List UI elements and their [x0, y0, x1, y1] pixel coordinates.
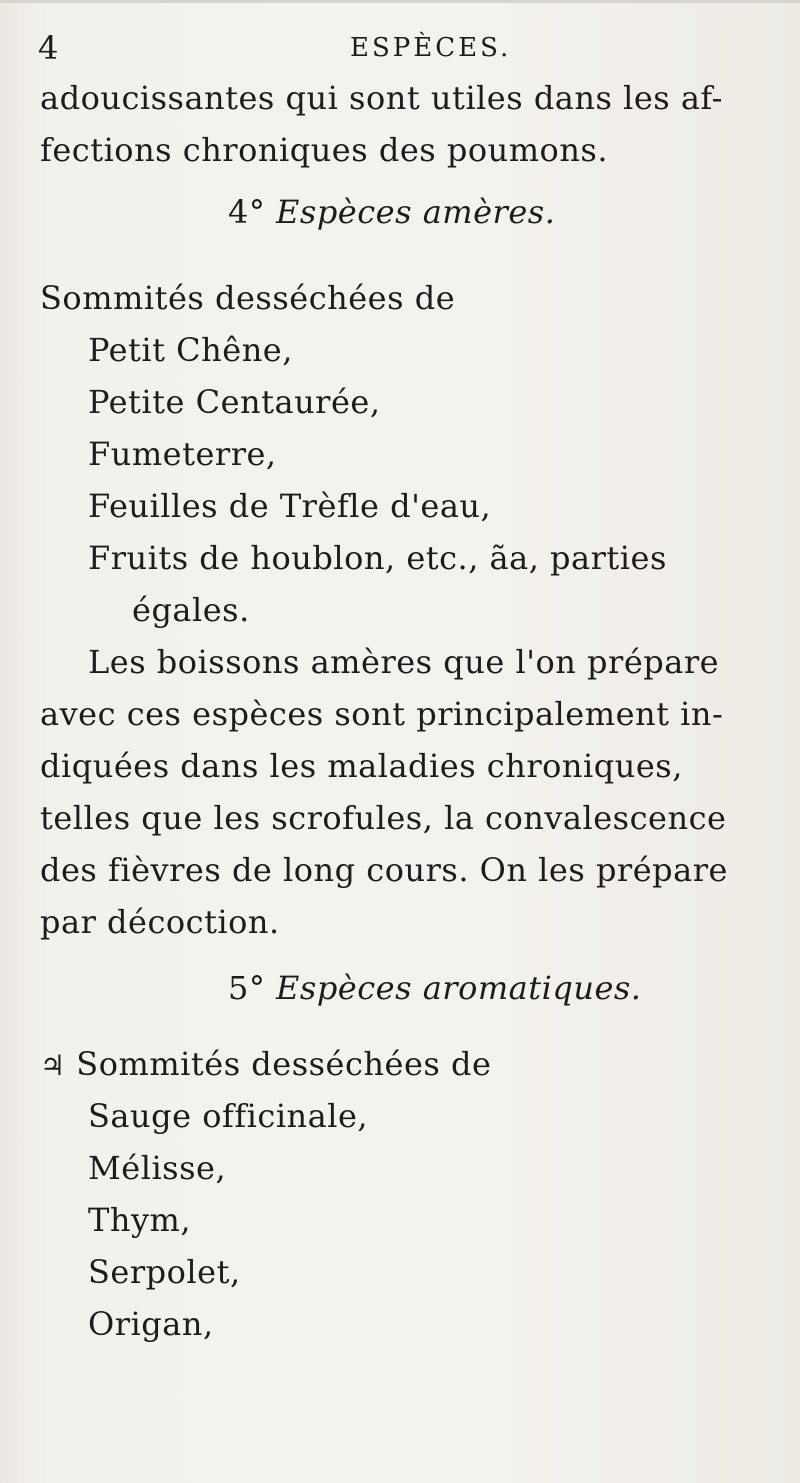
text-line: telles que les scrofules, la convalescence	[40, 799, 727, 837]
list-item: Fumeterre,	[88, 435, 277, 473]
list-item: Origan,	[88, 1305, 214, 1343]
list-item: Serpolet,	[88, 1253, 241, 1291]
section-heading	[228, 968, 641, 1008]
page-top-edge	[0, 0, 800, 3]
list-item: Mélisse,	[88, 1149, 227, 1187]
section-number: 5°	[228, 969, 266, 1007]
list-item: Sauge officinale,	[88, 1097, 369, 1135]
list-item: Thym,	[88, 1201, 192, 1239]
section-number: 4°	[228, 193, 266, 231]
recipe-symbol: ♃	[40, 1049, 66, 1082]
text-line: fections chroniques des poumons.	[40, 131, 609, 169]
list-intro-text: Sommités desséchées de	[76, 1045, 492, 1083]
text-line: avec ces espèces sont principalement in-	[40, 695, 724, 733]
list-item: Petit Chêne,	[88, 331, 293, 369]
section-title: Espèces aromatiques.	[276, 969, 642, 1007]
text-line: par décoction.	[40, 903, 280, 941]
text-line: adoucissantes qui sont utiles dans les af-	[40, 79, 723, 117]
list-item: Petite Centaurée,	[88, 383, 381, 421]
list-item: Feuilles de Trèfle d'eau,	[88, 487, 492, 525]
list-item: Fruits de houblon, etc., ãa, parties	[88, 539, 667, 577]
list-intro	[40, 1044, 491, 1086]
section-heading	[228, 192, 555, 232]
running-head: ESPÈCES.	[350, 33, 512, 63]
page-number: 4	[38, 29, 59, 67]
text-line: diquées dans les maladies chroniques,	[40, 747, 683, 785]
list-item: égales.	[132, 591, 250, 629]
section-title: Espèces amères.	[276, 193, 556, 231]
text-line: Les boissons amères que l'on prépare	[88, 643, 720, 681]
text-line: des fièvres de long cours. On les prépare	[40, 851, 728, 889]
list-intro: Sommités desséchées de	[40, 279, 456, 317]
